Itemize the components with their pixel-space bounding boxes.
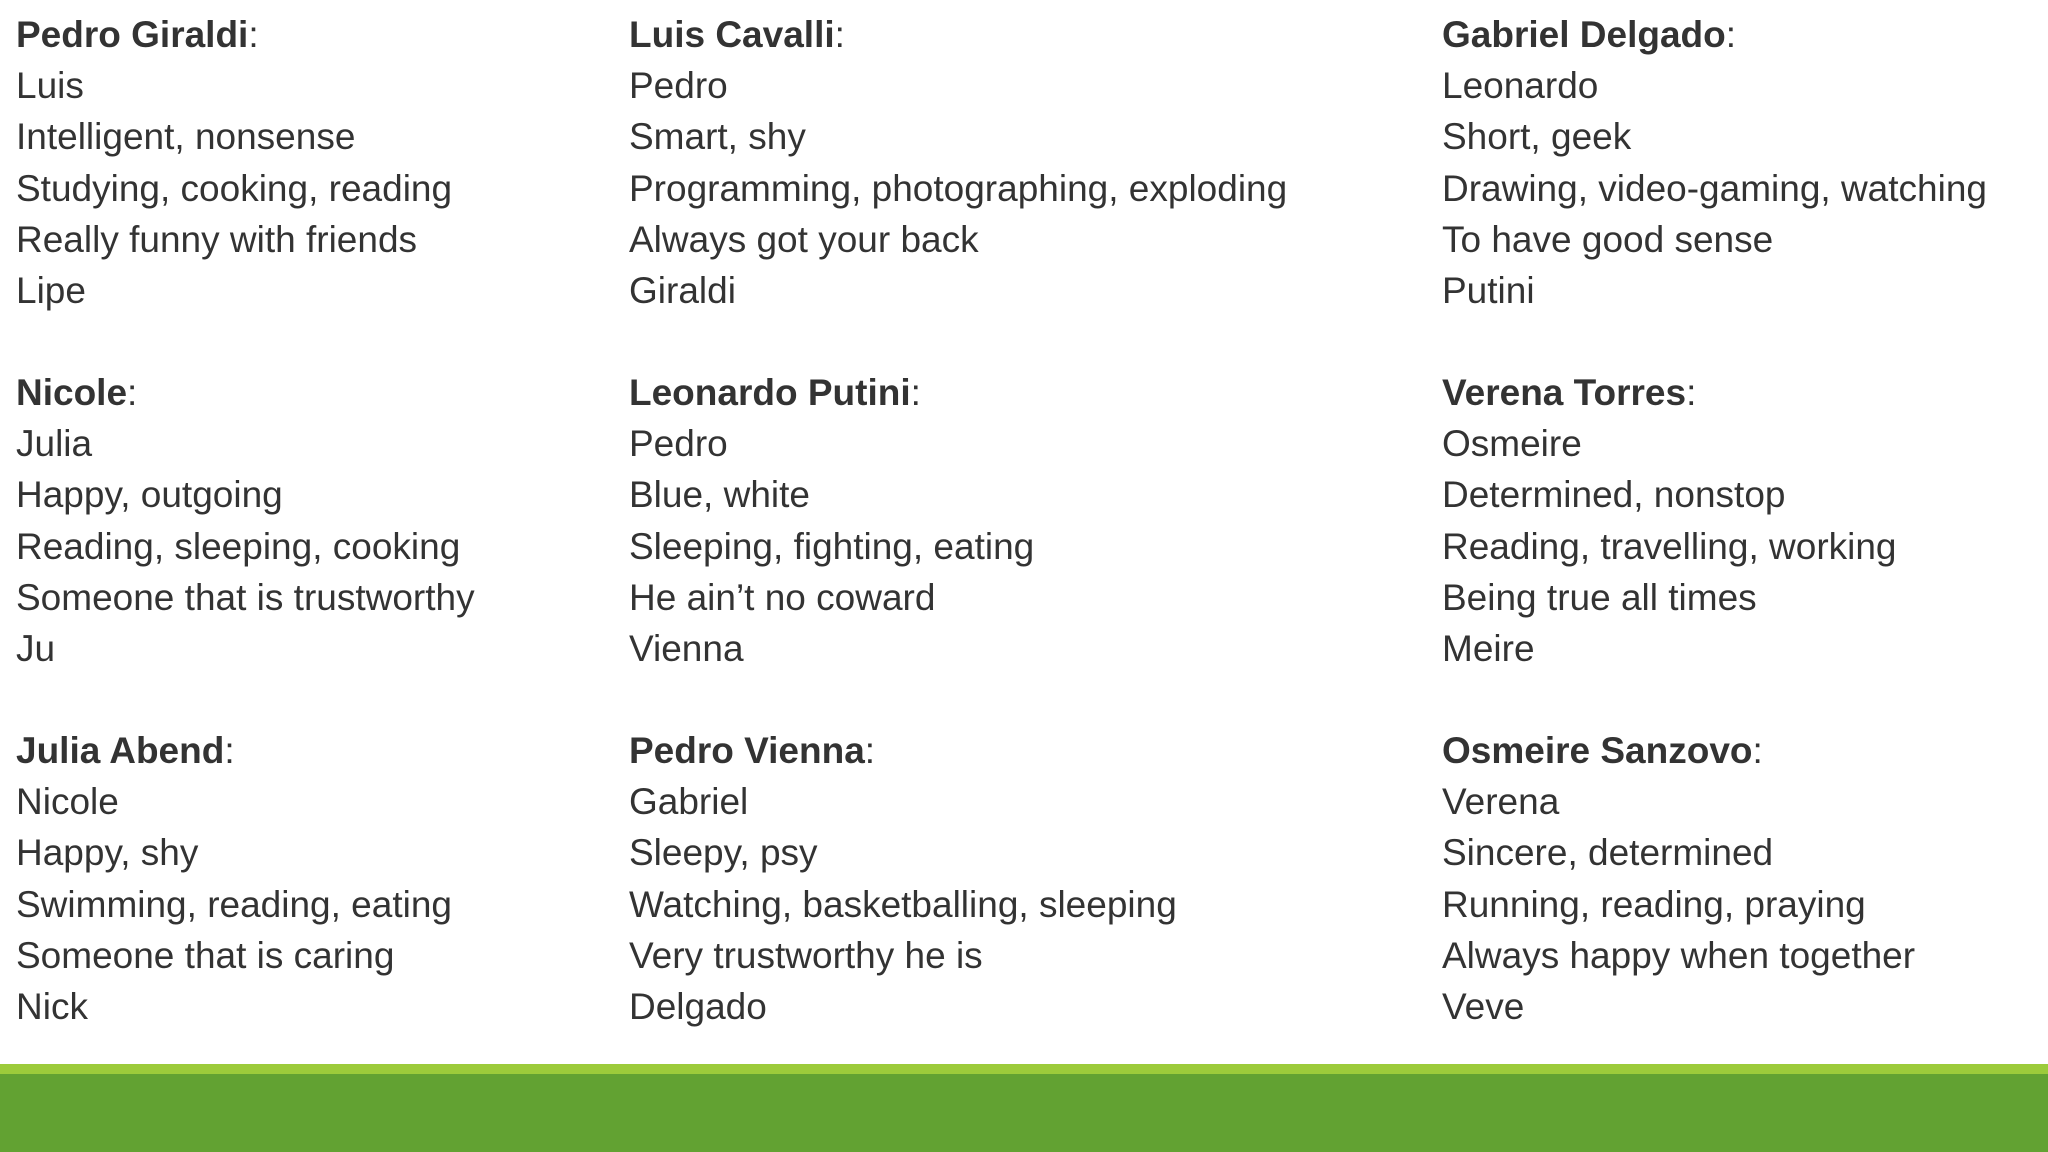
profile-entry bbox=[629, 367, 1287, 725]
profile-detail-line: Determined, nonstop bbox=[1442, 474, 1786, 516]
profile-heading bbox=[16, 367, 475, 418]
profile-detail-line: Sleepy, psy bbox=[629, 832, 818, 874]
profile-heading bbox=[629, 367, 1287, 418]
profile-detail-line: Smart, shy bbox=[629, 116, 806, 158]
profile-detail-line: To have good sense bbox=[1442, 218, 1774, 260]
profile-detail-line: Happy, outgoing bbox=[16, 474, 283, 516]
profile-entry bbox=[629, 9, 1287, 367]
profile-detail-line: Studying, cooking, reading bbox=[16, 167, 453, 209]
profile-heading bbox=[1442, 367, 1987, 418]
name-colon: : bbox=[248, 14, 259, 55]
profile-heading bbox=[1442, 725, 1987, 776]
name-colon: : bbox=[1686, 372, 1697, 413]
profile-detail-line: He ain’t no coward bbox=[629, 576, 936, 618]
profile-detail-line: Nick bbox=[16, 985, 88, 1027]
profile-entry bbox=[629, 725, 1287, 1083]
profile-entry bbox=[16, 725, 475, 1083]
profile-name: Luis Cavalli bbox=[629, 14, 835, 55]
profile-detail-line: Running, reading, praying bbox=[1442, 883, 1866, 925]
profile-detail-line: Putini bbox=[1442, 269, 1535, 311]
profile-name: Verena Torres bbox=[1442, 372, 1687, 413]
profile-detail-line: Lipe bbox=[16, 269, 86, 311]
profile-heading bbox=[16, 725, 475, 776]
name-colon: : bbox=[127, 372, 138, 413]
name-colon: : bbox=[224, 730, 235, 771]
profile-detail-line: Delgado bbox=[629, 985, 767, 1027]
profile-detail-line: Meire bbox=[1442, 627, 1535, 669]
profile-detail-line: Osmeire bbox=[1442, 423, 1582, 465]
profile-entry bbox=[16, 9, 475, 367]
profile-detail-line: Blue, white bbox=[629, 474, 810, 516]
profile-detail-line: Veve bbox=[1442, 985, 1525, 1027]
profile-name: Julia Abend bbox=[16, 730, 225, 771]
profile-name: Gabriel Delgado bbox=[1442, 14, 1726, 55]
profile-detail-line: Someone that is caring bbox=[16, 934, 395, 976]
profile-entry bbox=[1442, 367, 1987, 725]
profile-detail-line: Reading, sleeping, cooking bbox=[16, 525, 461, 567]
profile-detail-line: Reading, travelling, working bbox=[1442, 525, 1897, 567]
profile-name: Leonardo Putini bbox=[629, 372, 911, 413]
profile-detail-line: Ju bbox=[16, 627, 56, 669]
profile-detail-line: Intelligent, nonsense bbox=[16, 116, 356, 158]
profile-detail-line: Luis bbox=[16, 65, 84, 107]
profile-detail-line: Giraldi bbox=[629, 269, 736, 311]
profile-detail-line: Being true all times bbox=[1442, 576, 1757, 618]
column-1 bbox=[16, 9, 475, 1083]
profile-detail-line: Nicole bbox=[16, 781, 119, 823]
profile-detail-line: Vienna bbox=[629, 627, 744, 669]
profile-entry bbox=[16, 367, 475, 725]
profile-name: Pedro Giraldi bbox=[16, 14, 249, 55]
footer-accent-stripe bbox=[0, 1064, 2048, 1074]
profile-detail-line: Pedro bbox=[629, 65, 728, 107]
profile-detail-line: Really funny with friends bbox=[16, 218, 418, 260]
name-colon: : bbox=[1725, 14, 1737, 55]
name-colon: : bbox=[834, 14, 845, 55]
profile-detail-line: Very trustworthy he is bbox=[629, 934, 983, 976]
name-colon: : bbox=[910, 372, 921, 413]
profile-heading bbox=[16, 9, 475, 60]
profile-detail-line: Happy, shy bbox=[16, 832, 199, 874]
profile-name: Nicole bbox=[16, 372, 128, 413]
column-2 bbox=[629, 9, 1287, 1083]
profile-name: Pedro Vienna bbox=[629, 730, 865, 771]
name-colon: : bbox=[864, 730, 876, 771]
profile-detail-line: Sleeping, fighting, eating bbox=[629, 525, 1035, 567]
footer-band bbox=[0, 1074, 2048, 1152]
profile-detail-line: Someone that is trustworthy bbox=[16, 576, 475, 618]
profile-detail-line: Verena bbox=[1442, 781, 1560, 823]
profile-entry bbox=[1442, 725, 1987, 1083]
profile-heading bbox=[629, 9, 1287, 60]
profile-detail-line: Swimming, reading, eating bbox=[16, 883, 452, 925]
profile-detail-line: Gabriel bbox=[629, 781, 749, 823]
profile-detail-line: Always got your back bbox=[629, 218, 979, 260]
profile-heading bbox=[629, 725, 1287, 776]
profile-detail-line: Leonardo bbox=[1442, 65, 1599, 107]
profile-detail-line: Julia bbox=[16, 423, 93, 465]
profile-name: Osmeire Sanzovo bbox=[1442, 730, 1753, 771]
profile-detail-line: Drawing, video-gaming, watching bbox=[1442, 167, 1987, 209]
profile-detail-line: Short, geek bbox=[1442, 116, 1632, 158]
profile-detail-line: Sincere, determined bbox=[1442, 832, 1774, 874]
profile-entry bbox=[1442, 9, 1987, 367]
column-3 bbox=[1442, 9, 1987, 1083]
name-colon: : bbox=[1752, 730, 1763, 771]
profile-heading bbox=[1442, 9, 1987, 60]
profile-detail-line: Watching, basketballing, sleeping bbox=[629, 883, 1177, 925]
profile-detail-line: Always happy when together bbox=[1442, 934, 1916, 976]
profile-detail-line: Pedro bbox=[629, 423, 728, 465]
profile-detail-line: Programming, photographing, exploding bbox=[629, 167, 1288, 209]
